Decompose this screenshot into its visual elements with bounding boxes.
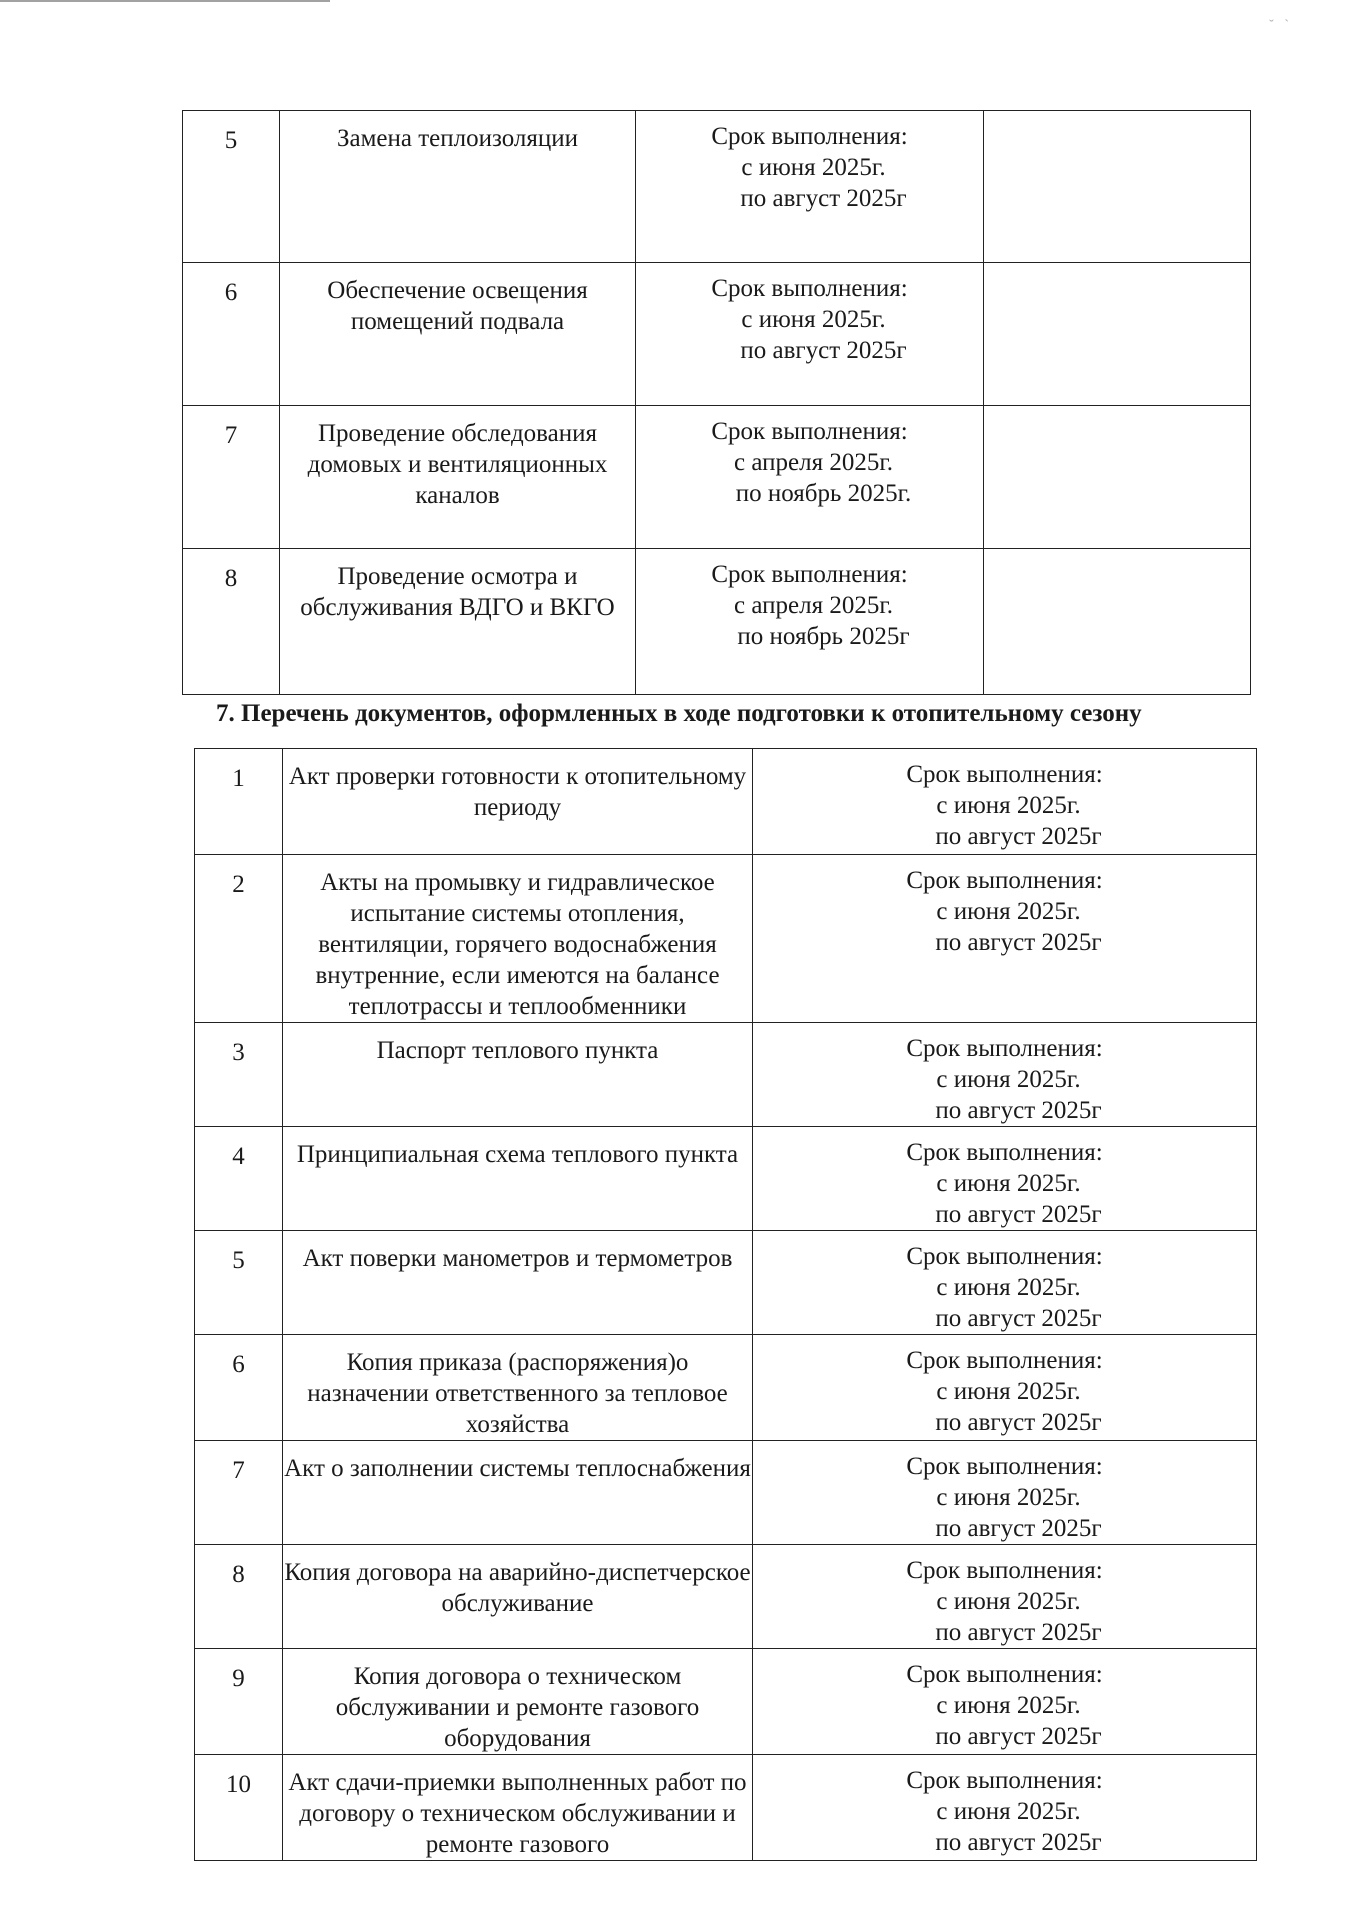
work-name: Обеспечение освещения помещений подвала (280, 263, 636, 406)
deadline-from: с апреля 2025г. (734, 449, 893, 476)
deadline-label: Срок выполнения: (906, 1243, 1103, 1270)
note-cell (984, 263, 1251, 406)
deadline-from: с июня 2025г. (936, 1274, 1081, 1301)
document-name: Принципиальная схема теплового пункта (283, 1127, 753, 1231)
row-number: 3 (195, 1023, 283, 1127)
deadline-cell (753, 1441, 1257, 1545)
deadline-label: Срок выполнения: (711, 123, 908, 150)
table-row (195, 1127, 1257, 1231)
deadline-to: по август 2025г (935, 1409, 1102, 1436)
row-number: 7 (195, 1441, 283, 1545)
work-name: Замена теплоизоляции (280, 111, 636, 263)
deadline-cell (753, 1649, 1257, 1755)
table-row (195, 1023, 1257, 1127)
deadline-cell (636, 111, 984, 263)
table-row (195, 1335, 1257, 1441)
document-name: Паспорт теплового пункта (283, 1023, 753, 1127)
deadline-to: по ноябрь 2025г (737, 623, 910, 650)
row-number: 4 (195, 1127, 283, 1231)
note-cell (984, 111, 1251, 263)
deadline-label: Срок выполнения: (906, 1035, 1103, 1062)
deadline-cell (753, 1023, 1257, 1127)
deadline-cell (753, 749, 1257, 855)
table-row (195, 1545, 1257, 1649)
deadline-cell (753, 1127, 1257, 1231)
table-row (183, 263, 1251, 406)
row-number: 10 (195, 1755, 283, 1861)
deadline-to: по август 2025г (935, 1097, 1102, 1124)
deadline-cell (753, 1545, 1257, 1649)
deadline-to: по август 2025г (935, 929, 1102, 956)
work-plan-table (182, 110, 1251, 695)
document-name: Копия договора о техническом обслуживании и ремонте газового оборудования (283, 1649, 753, 1755)
scan-specks: ˘ ˋ (1269, 18, 1289, 33)
scan-artifact-line (0, 0, 330, 2)
note-cell (984, 406, 1251, 549)
deadline-from: с июня 2025г. (936, 1378, 1081, 1405)
deadline-label: Срок выполнения: (711, 561, 908, 588)
row-number: 5 (183, 111, 280, 263)
deadline-from: с июня 2025г. (936, 1066, 1081, 1093)
row-number: 7 (183, 406, 280, 549)
deadline-label: Срок выполнения: (906, 1139, 1103, 1166)
deadline-label: Срок выполнения: (906, 761, 1103, 788)
deadline-from: с июня 2025г. (936, 1798, 1081, 1825)
row-number: 1 (195, 749, 283, 855)
table-row (183, 406, 1251, 549)
documents-table (194, 748, 1257, 1861)
row-number: 6 (195, 1335, 283, 1441)
row-number: 6 (183, 263, 280, 406)
deadline-to: по август 2025г (740, 185, 907, 212)
note-cell (984, 549, 1251, 695)
deadline-from: с июня 2025г. (936, 1588, 1081, 1615)
deadline-to: по август 2025г (935, 1619, 1102, 1646)
table-row (195, 1755, 1257, 1861)
table-row (195, 749, 1257, 855)
table-row (195, 1441, 1257, 1545)
deadline-to: по август 2025г (935, 1515, 1102, 1542)
deadline-to: по август 2025г (935, 1201, 1102, 1228)
deadline-to: по август 2025г (740, 337, 907, 364)
work-name: Проведение обследования домовых и вентиляционных каналов (280, 406, 636, 549)
deadline-label: Срок выполнения: (711, 418, 908, 445)
deadline-from: с июня 2025г. (936, 792, 1081, 819)
work-name: Проведение осмотра и обслуживания ВДГО и ВКГО (280, 549, 636, 695)
deadline-to: по август 2025г (935, 1305, 1102, 1332)
table-row (183, 111, 1251, 263)
deadline-to: по август 2025г (935, 1723, 1102, 1750)
deadline-to: по август 2025г (935, 823, 1102, 850)
document-name: Копия приказа (распоряжения)о назначении ответственного за тепловое хозяйства (283, 1335, 753, 1441)
deadline-from: с июня 2025г. (936, 1170, 1081, 1197)
section-title: 7. Перечень документов, оформленных в ходе подготовки к отопительному сезону (216, 700, 1142, 727)
table-row (195, 855, 1257, 1023)
deadline-cell (753, 1335, 1257, 1441)
deadline-from: с апреля 2025г. (734, 592, 893, 619)
deadline-from: с июня 2025г. (936, 1692, 1081, 1719)
deadline-from: с июня 2025г. (741, 306, 886, 333)
deadline-to: по август 2025г (935, 1829, 1102, 1856)
document-name: Копия договора на аварийно-диспетчерское обслуживание (283, 1545, 753, 1649)
table-row (195, 1231, 1257, 1335)
row-number: 2 (195, 855, 283, 1023)
deadline-from: с июня 2025г. (936, 898, 1081, 925)
deadline-cell (636, 549, 984, 695)
deadline-cell (753, 855, 1257, 1023)
deadline-cell (636, 263, 984, 406)
deadline-label: Срок выполнения: (906, 1767, 1103, 1794)
deadline-label: Срок выполнения: (906, 1453, 1103, 1480)
row-number: 8 (195, 1545, 283, 1649)
table-row (183, 549, 1251, 695)
deadline-from: с июня 2025г. (741, 154, 886, 181)
deadline-label: Срок выполнения: (906, 1661, 1103, 1688)
document-name: Акт поверки манометров и термометров (283, 1231, 753, 1335)
deadline-label: Срок выполнения: (906, 1557, 1103, 1584)
row-number: 8 (183, 549, 280, 695)
deadline-label: Срок выполнения: (906, 867, 1103, 894)
deadline-to: по ноябрь 2025г. (735, 480, 912, 507)
deadline-cell (753, 1755, 1257, 1861)
row-number: 5 (195, 1231, 283, 1335)
deadline-cell (636, 406, 984, 549)
document-name: Акт проверки готовности к отопительному периоду (283, 749, 753, 855)
row-number: 9 (195, 1649, 283, 1755)
deadline-cell (753, 1231, 1257, 1335)
document-name: Акт о заполнении системы теплоснабжения (283, 1441, 753, 1545)
document-name: Акты на промывку и гидравлическое испытание системы отопления, вентиляции, горячего водоснабжения внутренние, если имеются на балансе теплотрассы и теплообменники (283, 855, 753, 1023)
document-name: Акт сдачи-приемки выполненных работ по договору о техническом обслуживании и ремонте газового (283, 1755, 753, 1861)
deadline-label: Срок выполнения: (711, 275, 908, 302)
deadline-label: Срок выполнения: (906, 1347, 1103, 1374)
deadline-from: с июня 2025г. (936, 1484, 1081, 1511)
table-row (195, 1649, 1257, 1755)
